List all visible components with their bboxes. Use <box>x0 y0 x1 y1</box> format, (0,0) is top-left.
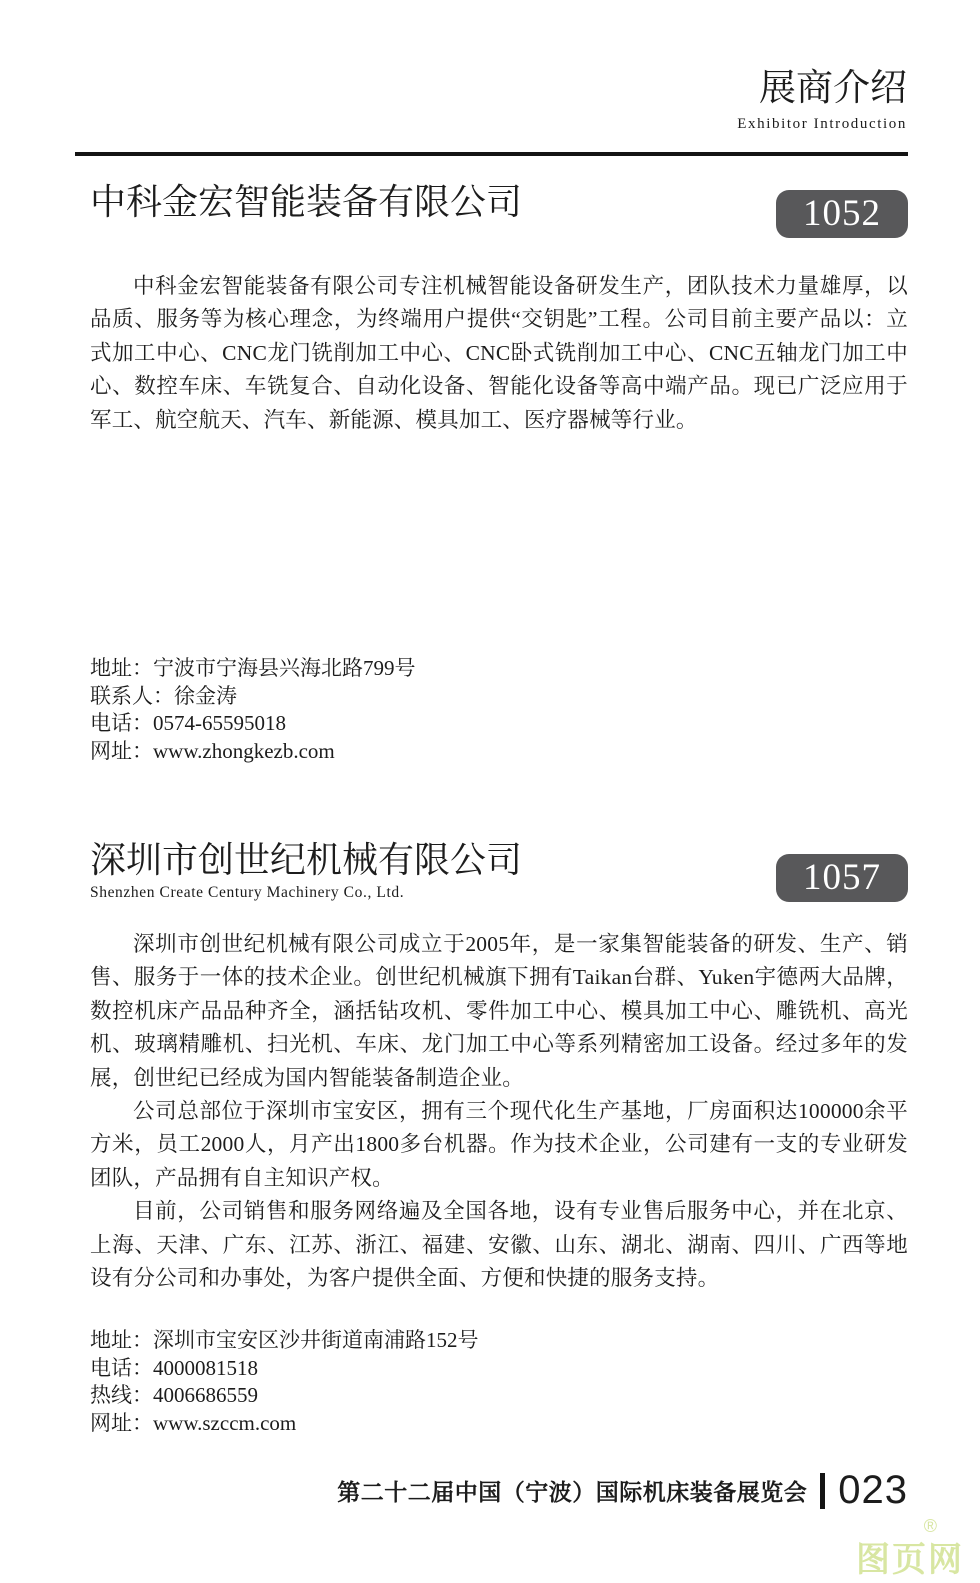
contact-label: 网址： <box>90 738 153 763</box>
contact-line-phone <box>90 1355 479 1383</box>
exhibition-name: 第二十二届中国（宁波）国际机床装备展览会 <box>337 1479 808 1505</box>
contact-value: 0574-65595018 <box>153 711 286 736</box>
company-name-english: Shenzhen Create Century Machinery Co., Ltd. <box>90 884 405 901</box>
booth-number-badge: 1052 <box>776 190 908 238</box>
company-description <box>90 270 908 437</box>
company-name: 中科金宏智能装备有限公司 <box>90 182 523 222</box>
company-header <box>90 838 908 903</box>
watermark-text: 图页网 <box>856 1541 964 1579</box>
contact-label: 网址： <box>90 1410 153 1435</box>
page-title: 展商介绍 <box>759 68 907 109</box>
company-name: 深圳市创世纪机械有限公司 <box>90 840 523 880</box>
contact-block-2 <box>90 1327 479 1437</box>
company-description-paragraph: 深圳市创世纪机械有限公司成立于2005年，是一家集智能装备的研发、生产、销售、服务于一体的技术企业。创世纪机械旗下拥有Taikan台群、Yuken宇德两大品牌，数控机床产品品种齐全，涵括钻攻机、零件加工中心、模具加工中心、雕铣机、高光机、玻璃精雕机、扫光机、车床、龙门加工中心等系列精密加工设备。经过多年的发展，创世纪已经成为国内智能装备制造企业。 <box>90 932 908 1090</box>
contact-line-address <box>90 1327 479 1355</box>
page-subtitle: Exhibitor Introduction <box>737 116 907 132</box>
company-section-2 <box>90 838 908 1295</box>
watermark-logo <box>856 1516 964 1581</box>
contact-line-website <box>90 1410 479 1438</box>
contact-value: 4006686559 <box>153 1383 258 1408</box>
contact-line-hotline <box>90 1382 479 1410</box>
booth-number-badge: 1057 <box>776 854 908 902</box>
contact-label: 联系人： <box>90 683 174 708</box>
footer-divider <box>820 1473 825 1509</box>
company-description-paragraph: 中科金宏智能装备有限公司专注机械智能设备研发生产，团队技术力量雄厚，以品质、服务等为核心理念，为终端用户提供“交钥匙”工程。公司目前主要产品以：立式加工中心、CNC龙门铣削加工中心、CNC卧式铣削加工中心、CNC五轴龙门加工中心、数控车床、车铣复合、自动化设备、智能化设备等高中端产品。现已广泛应用于军工、航空航天、汽车、新能源、模具加工、医疗器械等行业。 <box>90 274 908 432</box>
contact-line-address <box>90 655 416 683</box>
page-number: 023 <box>838 1468 908 1512</box>
header-rule <box>75 152 908 156</box>
company-description-paragraph: 公司总部位于深圳市宝安区，拥有三个现代化生产基地，厂房面积达100000余平方米，员工2000人，月产出1800多台机器。作为技术企业，公司建有一支的专业研发团队，产品拥有自主知识产权。 <box>90 1099 908 1190</box>
company-titles <box>90 180 522 224</box>
contact-value: www.szccm.com <box>153 1410 297 1435</box>
contact-line-phone <box>90 710 416 738</box>
company-description <box>90 928 908 1295</box>
contact-label: 地址： <box>90 656 153 680</box>
contact-block-1 <box>90 655 416 765</box>
contact-value: 宁波市宁海县兴海北路799号 <box>153 656 416 680</box>
contact-line-person <box>90 683 416 711</box>
page-header <box>737 66 907 135</box>
contact-value: 4000081518 <box>153 1355 258 1380</box>
contact-label: 电话： <box>90 711 153 736</box>
company-section-1 <box>90 180 908 437</box>
company-description-paragraph: 目前，公司销售和服务网络遍及全国各地，设有专业售后服务中心，并在北京、上海、天津、广东、江苏、浙江、福建、安徽、山东、湖北、湖南、四川、广西等地设有分公司和办事处，为客户提供全面、方便和快捷的服务支持。 <box>90 1199 908 1291</box>
company-titles <box>90 838 522 903</box>
contact-value: www.zhongkezb.com <box>153 738 335 763</box>
contact-label: 热线： <box>90 1383 153 1408</box>
registered-trademark-icon: ® <box>923 1516 937 1536</box>
company-header <box>90 180 908 238</box>
contact-label: 电话： <box>90 1355 153 1380</box>
contact-line-website <box>90 738 416 766</box>
contact-value: 深圳市宝安区沙井街道南浦路152号 <box>153 1328 479 1352</box>
contact-label: 地址： <box>90 1328 153 1352</box>
contact-value: 徐金涛 <box>174 683 237 708</box>
page-footer <box>337 1468 908 1513</box>
